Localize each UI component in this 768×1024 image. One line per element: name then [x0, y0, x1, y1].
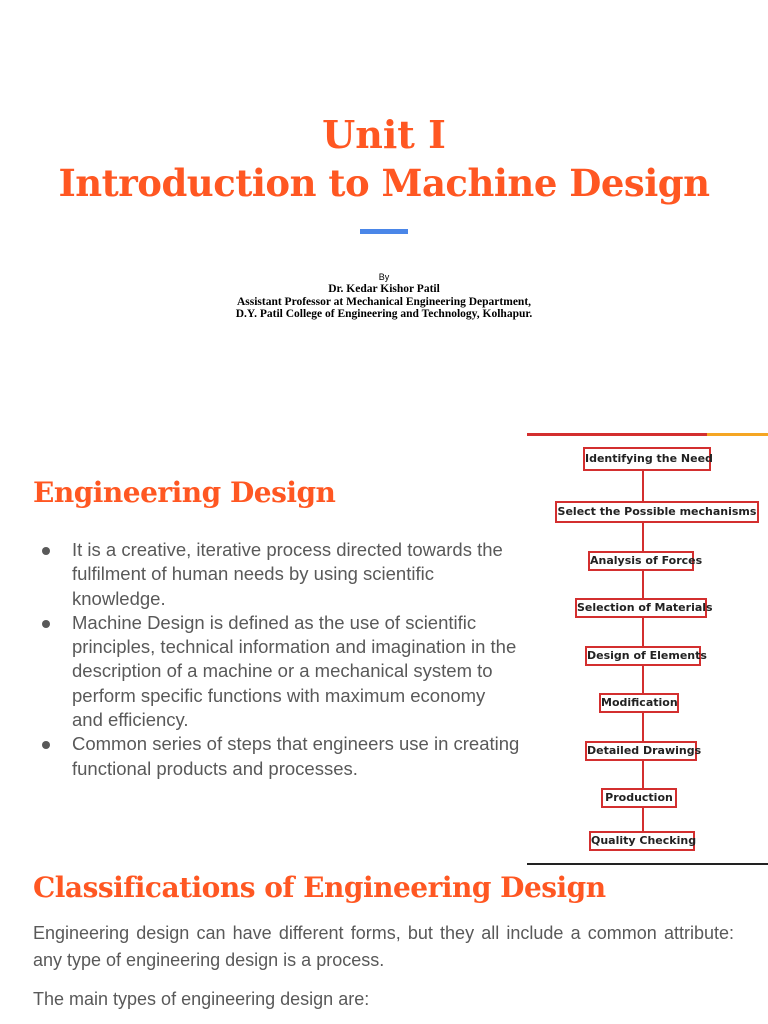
classification-paragraph: Engineering design can have different forms, but they all include a common attribute: any type of engineering design is a process. — [33, 923, 734, 970]
flow-connector — [642, 571, 644, 598]
flow-connector — [642, 471, 644, 501]
flow-step-design-elements: Design of Elements — [585, 646, 701, 666]
flow-connector — [642, 713, 644, 741]
flow-step-selection-materials: Selection of Materials — [575, 598, 707, 618]
flow-step-identifying-need: Identifying the Need — [583, 447, 711, 471]
bullet-item: Machine Design is defined as the use of scientific principles, technical information and imagination in the description of a machine or a mechanical system to perform specific functions with maximum economy and efficiency. — [40, 611, 520, 732]
main-title: Introduction to Machine Design — [58, 161, 710, 205]
flow-connector — [642, 523, 644, 551]
flow-step-production: Production — [601, 788, 677, 808]
flow-connector — [642, 618, 644, 646]
unit-title: Unit I — [322, 112, 446, 157]
flow-step-modification: Modification — [599, 693, 679, 713]
flow-connector — [642, 666, 644, 693]
types-intro-paragraph: The main types of engineering design are: — [33, 989, 370, 1009]
flow-connector — [642, 761, 644, 788]
author-by: By — [378, 272, 390, 282]
author-position: Assistant Professor at Mechanical Engineering Department, — [236, 296, 532, 308]
design-process-flowchart — [527, 433, 768, 865]
author-college: D.Y. Patil College of Engineering and Technology, Kolhapur. — [235, 308, 533, 320]
section-heading-engineering-design: Engineering Design — [33, 476, 336, 509]
bullet-list — [40, 538, 520, 781]
flow-step-detailed-drawings: Detailed Drawings — [585, 741, 697, 761]
bullet-item: It is a creative, iterative process directed towards the fulfilment of human needs by using scientific knowledge. — [40, 538, 520, 611]
flow-step-analysis-forces: Analysis of Forces — [588, 551, 694, 571]
flowchart-bottom-border — [527, 863, 768, 865]
flow-step-quality-checking: Quality Checking — [589, 831, 695, 851]
section-heading-classifications: Classifications of Engineering Design — [33, 871, 606, 904]
flow-step-select-mechanisms: Select the Possible mechanisms — [555, 501, 759, 523]
title-divider — [360, 229, 408, 234]
author-name: Dr. Kedar Kishor Patil — [328, 283, 440, 295]
bullet-item: Common series of steps that engineers use in creating functional products and processes. — [40, 732, 520, 781]
flow-connector — [642, 808, 644, 831]
flowchart-top-accent — [707, 433, 768, 436]
